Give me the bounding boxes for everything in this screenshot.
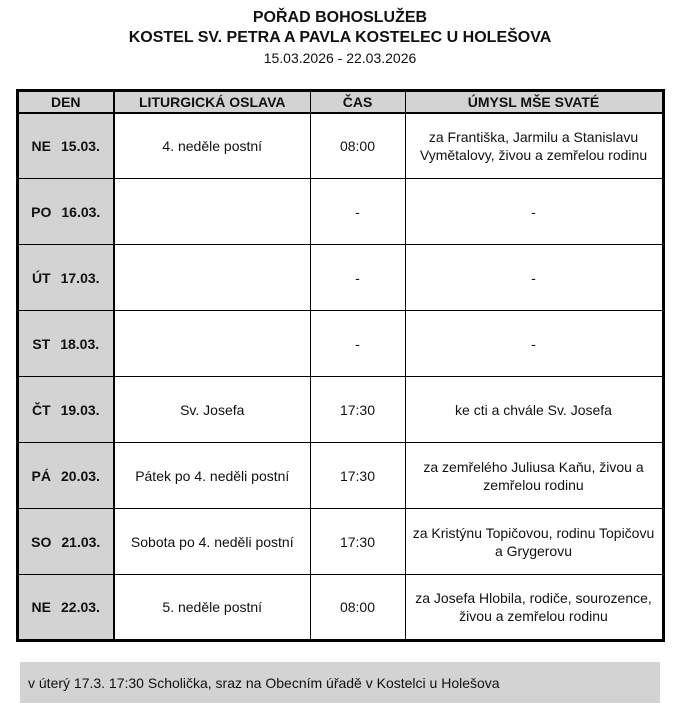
document-title: POŘAD BOHOSLUŽEB: [252, 9, 428, 26]
day-cell: [17, 245, 114, 311]
day-abbrev: SO: [31, 533, 52, 550]
day-date: 19.03.: [60, 401, 100, 418]
column-header-time: ČAS: [310, 91, 405, 113]
celebration-cell: Sobota po 4. neděli postní: [114, 509, 310, 575]
time-cell: 17:30: [310, 509, 405, 575]
day-abbrev: NE: [31, 599, 51, 615]
time-cell: -: [310, 245, 405, 311]
day-date: 17.03.: [60, 269, 100, 286]
intention-cell: -: [405, 179, 663, 245]
table-row: [17, 179, 663, 245]
day-cell: [17, 179, 114, 245]
intention-cell: ke cti a chvále Sv. Josefa: [405, 377, 663, 443]
time-cell: -: [310, 179, 405, 245]
time-cell: 17:30: [310, 443, 405, 509]
time-cell: 08:00: [310, 575, 405, 641]
day-cell: [17, 113, 114, 179]
table-row: [17, 311, 663, 377]
service-schedule-table: [16, 89, 665, 642]
day-cell: [17, 311, 114, 377]
intention-cell: za Kristýnu Topičovou, rodinu Topičovu a Grygerovu: [405, 509, 663, 575]
table-row: [17, 443, 663, 509]
celebration-cell: 5. neděle postní: [114, 575, 310, 641]
column-header-celebration: LITURGICKÁ OSLAVA: [114, 91, 310, 113]
day-date: 16.03.: [61, 203, 101, 220]
document-title-block: [0, 0, 680, 68]
intention-cell: -: [405, 245, 663, 311]
day-cell: [17, 443, 114, 509]
celebration-cell: Pátek po 4. neděli postní: [114, 443, 310, 509]
celebration-cell: 4. neděle postní: [114, 113, 310, 179]
intention-cell: za Františka, Jarmilu a Stanislavu Vymětalovy, živou a zemřelou rodinu: [405, 113, 663, 179]
table-row: [17, 113, 663, 179]
announcement-text: v úterý 17.3. 17:30 Scholička, sraz na Obecním úřadě v Kostelci u Holešova: [28, 674, 500, 691]
day-date: 21.03.: [61, 533, 101, 550]
day-date: 22.03.: [61, 599, 100, 615]
day-abbrev: ČT: [31, 401, 51, 418]
table-row: [17, 509, 663, 575]
table-header-row: [17, 91, 663, 113]
day-date: 15.03.: [61, 137, 100, 154]
day-abbrev: NE: [31, 137, 51, 154]
day-abbrev: PÁ: [31, 467, 51, 484]
day-abbrev: ÚT: [31, 269, 51, 286]
table-row: [17, 245, 663, 311]
celebration-cell: Sv. Josefa: [114, 377, 310, 443]
table-row: [17, 377, 663, 443]
table-row: [17, 575, 663, 641]
celebration-cell: [114, 245, 310, 311]
celebration-cell: [114, 179, 310, 245]
day-cell: [17, 575, 114, 641]
time-cell: 08:00: [310, 113, 405, 179]
day-abbrev: PO: [31, 203, 52, 220]
announcement-bar: [20, 662, 660, 703]
day-abbrev: ST: [32, 335, 51, 352]
day-cell: [17, 509, 114, 575]
celebration-cell: [114, 311, 310, 377]
column-header-day: DEN: [17, 91, 114, 113]
date-range: 15.03.2026 - 22.03.2026: [263, 50, 417, 66]
intention-cell: -: [405, 311, 663, 377]
time-cell: 17:30: [310, 377, 405, 443]
day-date: 18.03.: [60, 335, 100, 352]
column-header-intention: ÚMYSL MŠE SVATÉ: [405, 91, 663, 113]
time-cell: -: [310, 311, 405, 377]
church-name: KOSTEL SV. PETRA A PAVLA KOSTELEC U HOLEŠOVA: [128, 29, 552, 46]
intention-cell: za zemřelého Juliusa Kaňu, živou a zemřelou rodinu: [405, 443, 663, 509]
day-date: 20.03.: [61, 467, 100, 484]
day-cell: [17, 377, 114, 443]
intention-cell: za Josefa Hlobila, rodiče, sourozence, živou a zemřelou rodinu: [405, 575, 663, 641]
